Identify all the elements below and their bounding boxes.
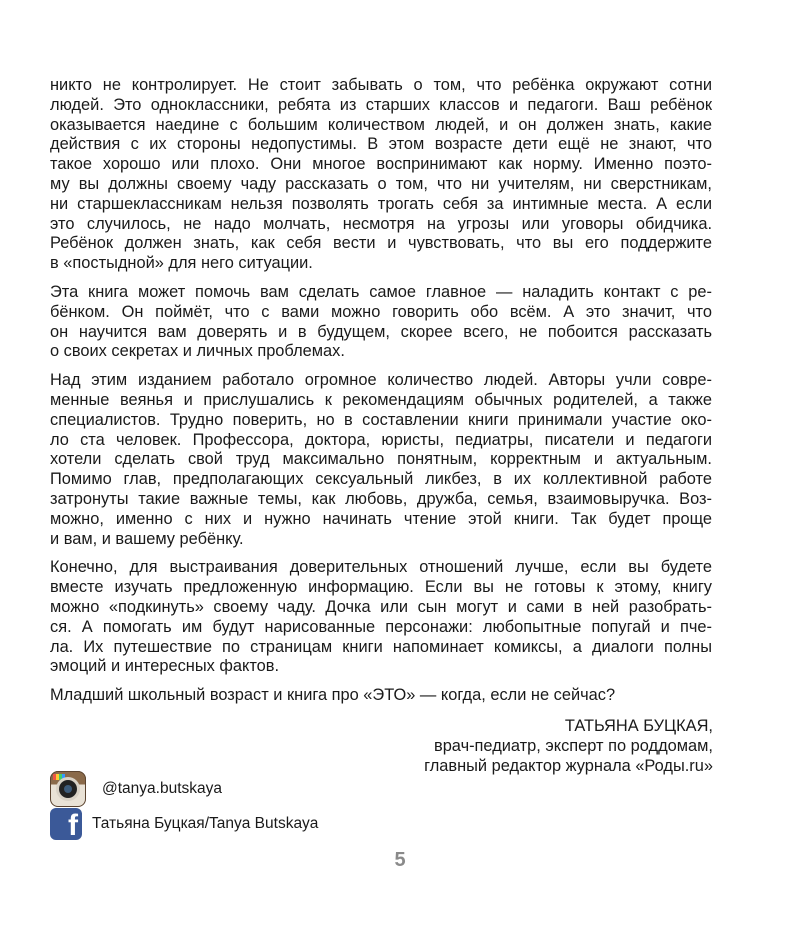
text-line: ло ста человек. Профессора, доктора, юристы, педиатры, писатели и педагоги	[50, 430, 712, 449]
text-line: эмоций и интересных фактов.	[50, 657, 280, 676]
paragraph-3	[50, 371, 712, 549]
text-line: Над этим изданием работало огромное количество людей. Авторы учли совре-	[50, 371, 712, 390]
text-line: можно «подкинуть» своему чаду. Дочка или сын могут и сами в ней разобрать-	[50, 597, 712, 616]
paragraph-2	[50, 283, 712, 362]
article-body	[50, 76, 712, 715]
text-line: Конечно, для выстраивания доверительных отношений лучше, если вы будете	[50, 558, 712, 577]
text-line: бёнком. Он поймёт, что с вами можно говорить обо всём. А это значит, что	[50, 302, 712, 321]
author-name: ТАТЬЯНА БУЦКАЯ,	[564, 717, 713, 735]
author-role: врач-педиатр, эксперт по роддомам,	[433, 736, 713, 755]
text-line: Эта книга может помочь вам сделать самое главное — наладить контакт с ре-	[50, 282, 712, 301]
text-line: никто не контролирует. Не стоит забывать о том, что ребёнка окружают сотни	[50, 76, 712, 94]
text-line: можно, именно с них и нужно начинать чтение этой книги. Так будет проще	[50, 509, 712, 528]
instagram-link[interactable]	[50, 771, 222, 807]
instagram-handle[interactable]: @tanya.butskaya	[102, 780, 222, 797]
paragraph-4	[50, 558, 712, 677]
text-line: ни старшеклассникам нельзя позволять трогать себя за интимные места. А если	[50, 194, 712, 213]
paragraph-1	[50, 76, 712, 274]
text-line: такое хорошо или плохо. Они многое воспринимают как норму. Именно поэто-	[50, 155, 712, 174]
text-line: менные веянья и прислушались к рекомендациям обычных родителей, а также	[50, 390, 712, 409]
text-line: му вы должны своему чаду рассказать о том, что ни учителям, ни сверстникам,	[50, 174, 712, 193]
author-position: главный редактор журнала «Роды.ru»	[424, 756, 713, 775]
text-line: действия с их стороны недопустимы. В этом возрасте дети ещё не знают, что	[50, 135, 712, 154]
text-line: это случилось, не надо молчать, несмотря на угрозы или уговоры обидчика.	[50, 214, 712, 233]
text-line: в «постыдной» для него ситуации.	[50, 254, 313, 273]
facebook-link[interactable]	[50, 808, 318, 840]
text-line: затронуты такие важные темы, как любовь, дружба, семья, взаимовыручка. Воз-	[50, 489, 712, 508]
text-line: ла. Их путешествие по страницам книги напоминает комиксы, а диалоги полны	[50, 637, 712, 656]
text-line: вместе изучать предложенную информацию. Если вы не готовы к этому, книгу	[50, 578, 712, 597]
text-line: оказывается наедине с большим количеством людей, и он должен знать, какие	[50, 115, 712, 134]
text-line: Помимо глав, предполагающих сексуальный ликбез, в их коллективной работе	[50, 470, 712, 489]
text-line: людей. Это одноклассники, ребята из старших классов и педагоги. Ваш ребёнок	[50, 95, 712, 114]
text-line: о своих секретах и личных проблемах.	[50, 342, 345, 361]
text-line: ся. А помогать им будут нарисованные персонажи: любопытные попугай и пче-	[50, 617, 712, 636]
text-line: и вам, и вашему ребёнку.	[50, 529, 244, 548]
paragraph-5	[50, 686, 712, 706]
text-line: специалистов. Трудно поверить, но в составлении книги принимали участие око-	[50, 410, 712, 429]
text-line: хотели сделать свой труд максимально понятным, корректным и актуальным.	[50, 450, 712, 469]
text-line: Ребёнок должен знать, как себя вести и чувствовать, что вы его поддержите	[50, 234, 712, 253]
facebook-icon: f	[50, 808, 82, 840]
facebook-handle[interactable]: Татьяна Буцкая/Tanya Butskaya	[92, 815, 319, 832]
page-number: 5	[394, 849, 406, 871]
text-line: Младший школьный возраст и книга про «ЭТО» — когда, если не сейчас?	[50, 686, 616, 705]
instagram-icon	[50, 771, 86, 807]
text-line: он научится вам доверять и в будущем, скорее всего, не побоится рассказать	[50, 322, 712, 341]
author-signature	[424, 717, 713, 776]
